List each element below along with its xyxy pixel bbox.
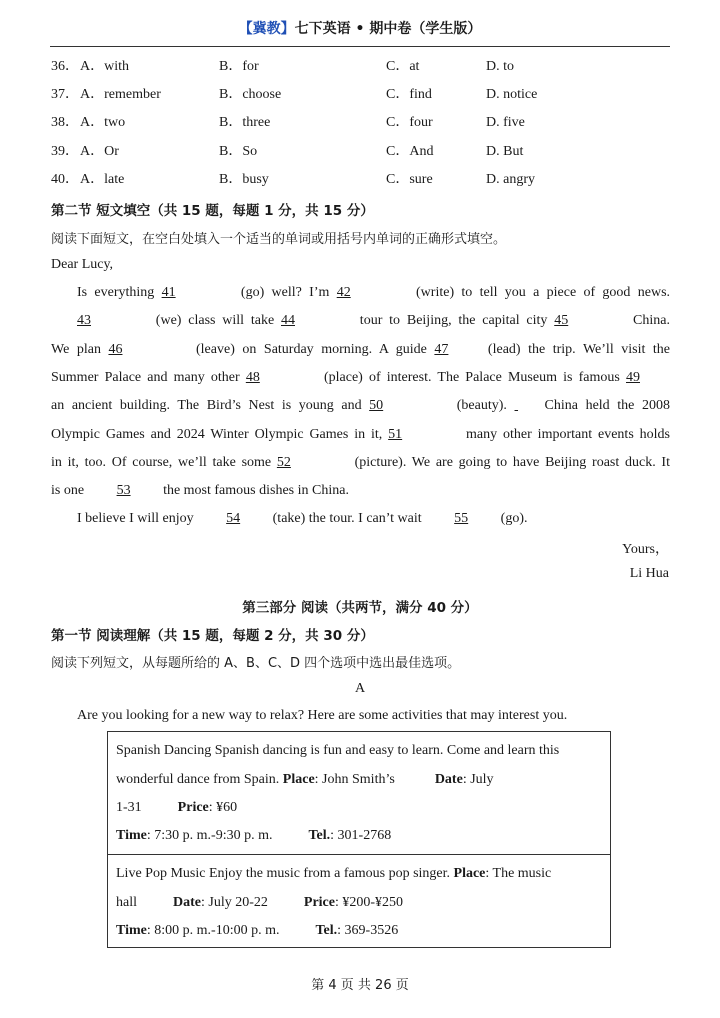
passage-line-2 (77, 311, 670, 331)
text-span: (go) well? I’m (233, 285, 337, 300)
option-d: D. angry (486, 172, 535, 187)
ad2-text: Live Pop Music Enjoy the music from a famous pop singer. (116, 866, 454, 881)
blank-unnumbered (515, 396, 545, 416)
ad2-price-label: Price (303, 895, 335, 910)
blank-42: 42 (336, 285, 351, 300)
blank-48: 48 (245, 370, 260, 385)
blank-52: 52 (276, 455, 291, 470)
option-d: D. But (486, 144, 524, 159)
passage-letter: A (354, 681, 366, 696)
question-number: 38． (51, 115, 79, 130)
option-b: B．for (219, 59, 259, 74)
option-a: A．remember (80, 87, 161, 102)
text-span: China. (626, 313, 670, 328)
option-c: C．sure (386, 172, 433, 187)
ad1-price-label: Price (177, 800, 209, 815)
question-number: 37． (51, 87, 79, 102)
passage-line-8 (51, 481, 670, 501)
choice-row-39 (51, 142, 671, 162)
page-footer: 第 4 页 共 26 页 (311, 978, 409, 993)
ad1-tel: : 301-2768 (330, 828, 392, 843)
passage-line-3 (51, 340, 670, 360)
blank-53: 53 (116, 483, 131, 498)
ad1-date-label: Date (434, 772, 463, 787)
text-span: (beauty). (449, 398, 515, 413)
part3-instruction: 阅读下列短文，从每题所给的 A、B、C、D 四个选项中选出最佳选项。 (51, 656, 461, 671)
option-a: A．two (80, 115, 126, 130)
table-divider (108, 854, 610, 855)
section2-instruction: 阅读下面短文，在空白处填入一个适当的单词或用括号内单词的正确形式填空。 (51, 232, 507, 247)
ad1-time: : 7:30 p. m.-9:30 p. m. (146, 828, 273, 843)
passage-line-5 (51, 396, 670, 416)
text-span: many other important events holds (460, 427, 670, 442)
blank-50: 50 (369, 398, 384, 413)
ad2-time: : 8:00 p. m.-10:00 p. m. (146, 923, 280, 938)
blank-44: 44 (281, 313, 295, 328)
passage-intro: Are you looking for a new way to relax? Here are some activities that may interest you. (77, 708, 568, 723)
text-span: (go). (497, 511, 528, 526)
text-span: (picture). We are going to have Beijing roast duck. It (348, 455, 670, 470)
option-b: B．So (219, 144, 258, 159)
page-header-title (0, 18, 720, 38)
ad2-place-cont: hall (116, 895, 137, 910)
text-span: (we) class will take (149, 313, 281, 328)
ad1-line1: Spanish Dancing Spanish dancing is fun and easy to learn. Come and learn this (116, 743, 560, 758)
ad2-place-label: Place (453, 866, 486, 881)
option-b: B．choose (219, 87, 282, 102)
blank-46: 46 (108, 342, 123, 357)
passage-line-7 (51, 453, 670, 473)
ad1-line3 (116, 798, 237, 818)
text-span: Summer Palace and many other (51, 370, 246, 385)
ad2-place: : The music (485, 866, 552, 881)
text-span: (take) the tour. I can’t wait (269, 511, 426, 526)
text-span: (write) to tell you a piece of good news. (408, 285, 671, 300)
ad2-tel-label: Tel. (315, 923, 338, 938)
text-span: tour to Beijing, the capital city (353, 313, 555, 328)
activities-table (107, 731, 611, 948)
option-c: C．And (386, 144, 434, 159)
option-b: B．three (219, 115, 271, 130)
option-d: D. five (486, 115, 525, 130)
option-d: D. to (486, 59, 514, 74)
letter-signature: Li Hua (629, 566, 669, 581)
ad2-tel: : 369-3526 (337, 923, 399, 938)
letter-closing: Yours， (622, 542, 669, 557)
ad1-place: : John Smith’s (314, 772, 395, 787)
ad2-line2 (116, 893, 403, 913)
ad2-date-label: Date (173, 895, 201, 910)
part3-heading: 第三部分 阅读（共两节，满分 40 分） (242, 600, 478, 616)
text-span: I believe I will enjoy (77, 511, 198, 526)
text-span: (leave) on Saturday morning. A guide (188, 342, 435, 357)
blank-49: 49 (626, 370, 640, 385)
ad2-date: : July 20-22 (201, 895, 268, 910)
text-span: (lead) the trip. We’ll visit the (480, 342, 670, 357)
ad1-tel-label: Tel. (308, 828, 331, 843)
question-number: 40． (51, 172, 79, 187)
passage-line-4 (51, 368, 670, 388)
text-span: Is everything (77, 285, 162, 300)
ad2-time-label: Time (116, 923, 147, 938)
header-title-text: 七下英语 • 期中卷（学生版） (294, 21, 482, 37)
option-a: A．Or (80, 144, 119, 159)
text-span: in it, too. Of course, we’ll take some (51, 455, 277, 470)
ad1-line4 (116, 826, 391, 846)
text-span: We plan (51, 342, 109, 357)
ad1-line2 (116, 770, 494, 790)
ad1-time-label: Time (116, 828, 147, 843)
blank-43: 43 (77, 313, 91, 328)
choice-row-37 (51, 85, 671, 105)
option-a: A．with (80, 59, 129, 74)
choice-row-38 (51, 113, 671, 133)
text-span: the most famous dishes in China. (159, 483, 349, 498)
section2-heading: 第二节 短文填空（共 15 题，每题 1 分，共 15 分） (51, 203, 374, 219)
blank-45: 45 (554, 313, 569, 328)
option-c: C．find (386, 87, 432, 102)
text-span: Olympic Games and 2024 Winter Olympic Games in it, (51, 427, 389, 442)
question-number: 39． (51, 144, 79, 159)
header-brand: 【冀教】 (238, 21, 295, 37)
passage-line-6 (51, 425, 670, 445)
ad2-line1 (116, 864, 551, 884)
ad2-price: : ¥200-¥250 (334, 895, 404, 910)
ad1-date-cont: 1-31 (116, 800, 142, 815)
ad1-text: wonderful dance from Spain. (116, 772, 283, 787)
passage-line-1 (77, 283, 670, 303)
option-a: A．late (80, 172, 125, 187)
option-b: B．busy (219, 172, 269, 187)
text-span: an ancient building. The Bird’s Nest is young and (51, 398, 370, 413)
blank-51: 51 (388, 427, 403, 442)
text-span: is one (51, 483, 88, 498)
blank-54: 54 (226, 511, 241, 526)
question-number: 36． (51, 59, 79, 74)
ad1-price: : ¥60 (208, 800, 238, 815)
choice-row-40 (51, 170, 671, 190)
blank-47: 47 (434, 342, 449, 357)
ad2-line3 (116, 921, 398, 941)
passage-line-9 (77, 509, 670, 529)
letter-greeting: Dear Lucy, (51, 257, 114, 272)
text-span: (place) of interest. The Palace Museum is famous (317, 370, 626, 385)
part3-section1-heading: 第一节 阅读理解（共 15 题，每题 2 分，共 30 分） (51, 628, 374, 644)
option-d: D. notice (486, 87, 538, 102)
option-c: C．four (386, 115, 433, 130)
option-c: C．at (386, 59, 420, 74)
text-span: China held the 2008 (544, 398, 670, 413)
blank-41: 41 (161, 285, 176, 300)
header-divider (50, 46, 670, 47)
choice-row-36 (51, 57, 671, 77)
ad1-place-label: Place (282, 772, 315, 787)
ad1-date: : July (462, 772, 494, 787)
blank-55: 55 (454, 511, 469, 526)
